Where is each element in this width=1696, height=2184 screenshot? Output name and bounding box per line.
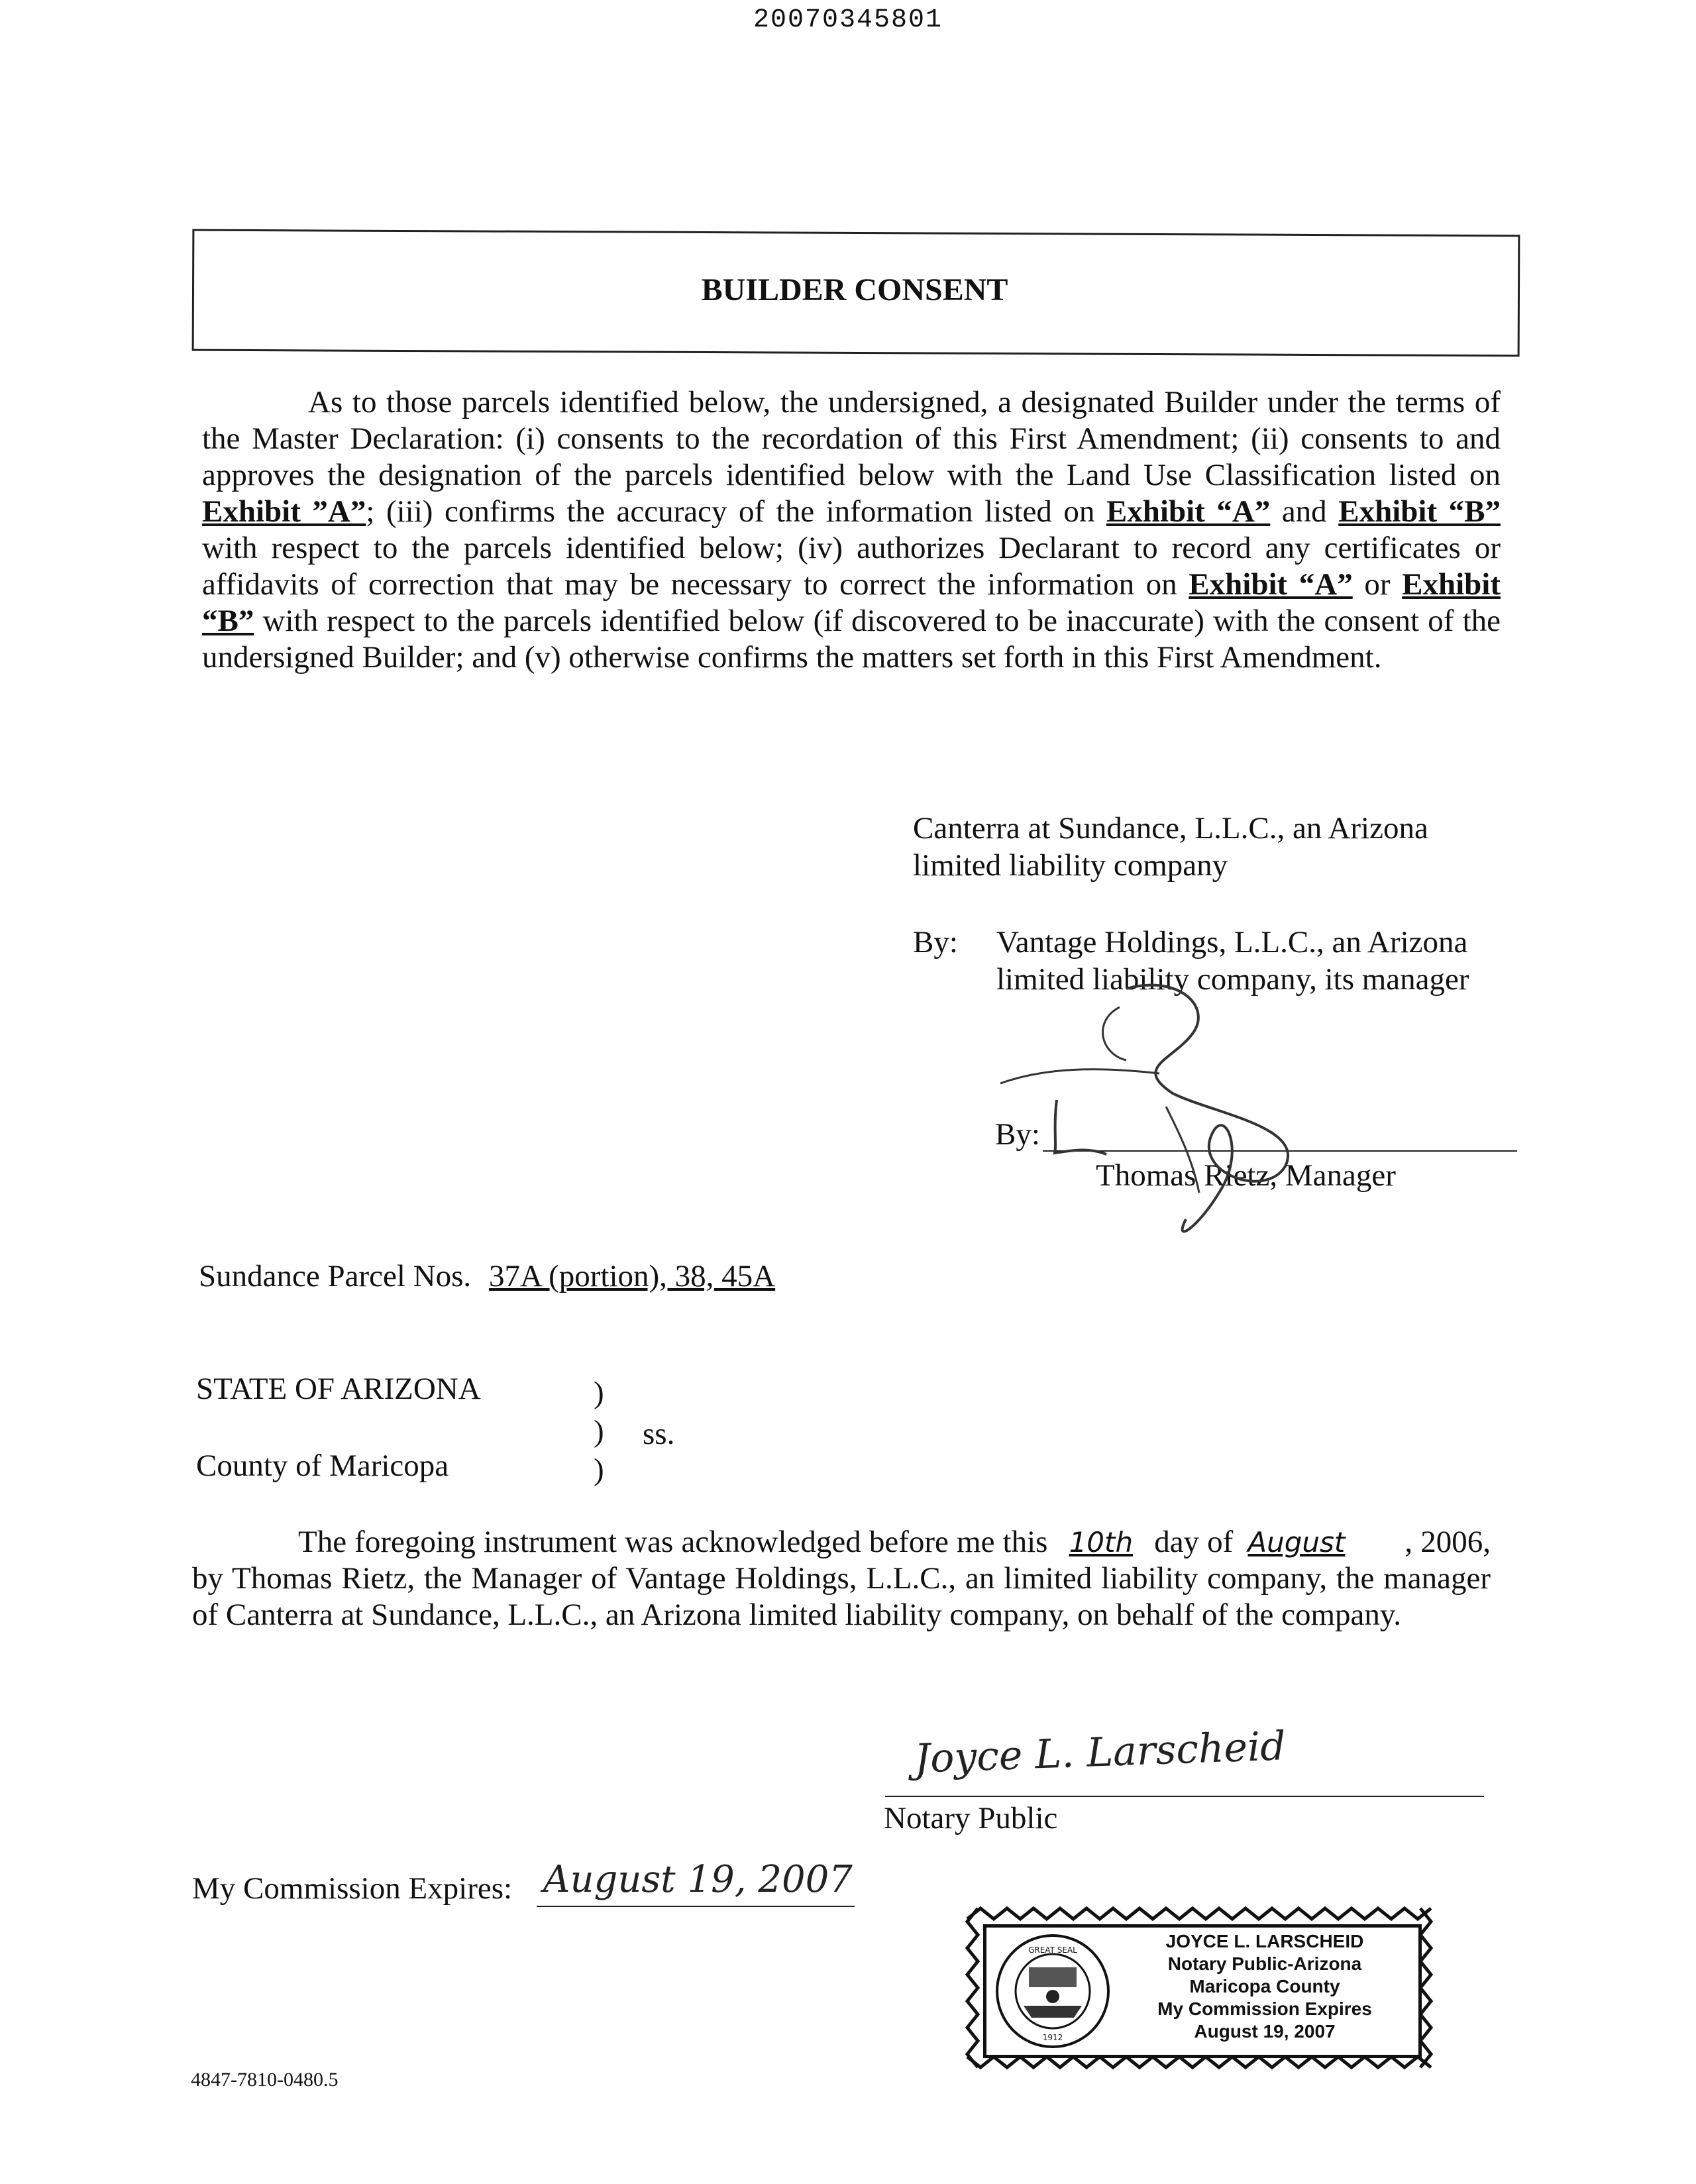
consent-text-3: and [1270, 494, 1339, 529]
commission-date: August 19, 2007 [543, 1858, 853, 1901]
consent-text-6: with respect to the parcels identified below (if discovered to be inaccurate) with the consent of the undersigned Builder; and (v) otherwise confirms the matters set forth in this First Amendment. [202, 604, 1501, 675]
commission-line [537, 1906, 855, 1907]
document-number: 20070345801 [753, 5, 943, 35]
consent-paragraph [202, 384, 1501, 676]
exhibit-a-ref-3: Exhibit “A” [1189, 567, 1353, 602]
consent-text-5: or [1352, 567, 1403, 602]
ack-day: 10th [1069, 1526, 1134, 1558]
venue-state: STATE OF ARIZONA [196, 1372, 481, 1406]
venue-paren-3: ) [594, 1452, 604, 1487]
page-title: BUILDER CONSENT [701, 272, 1008, 307]
venue-paren-1: ) [594, 1376, 604, 1410]
parcel-value: 37A (portion), 38, 45A [489, 1259, 776, 1293]
acknowledgment-paragraph [192, 1524, 1491, 1633]
venue-ss: ss. [643, 1417, 675, 1451]
venue-paren-2: ) [594, 1414, 604, 1448]
stamp-text [1119, 1930, 1410, 2043]
parcel-label: Sundance Parcel Nos. [199, 1259, 472, 1293]
by-label: By: [913, 925, 958, 959]
stamp-expires-label: My Commission Expires [1157, 1998, 1372, 2019]
entity-name-line2: limited liability company [913, 848, 1228, 883]
stamp-inner-frame [983, 1924, 1422, 2058]
consent-text-4: with respect to the parcels identified below; (iv) authorizes Declarant to record any certificates or affidavits of correction that may be necessary to correct the information on [202, 531, 1501, 602]
svg-text:GREAT SEAL: GREAT SEAL [1028, 1945, 1077, 1955]
entity-name-line1: Canterra at Sundance, L.L.C., an Arizona [913, 811, 1428, 846]
exhibit-b-ref-2: Exhibit “B” [202, 567, 1501, 638]
stamp-title: Notary Public-Arizona [1167, 1953, 1362, 1974]
commission-label: My Commission Expires: [192, 1871, 513, 1906]
manager-line1: Vantage Holdings, L.L.C., an Arizona [996, 925, 1468, 959]
stamp-name: JOYCE L. LARSCHEID [1165, 1931, 1364, 1951]
notary-stamp [967, 1908, 1431, 2067]
consent-text-2: ; (iii) confirms the accuracy of the information listed on [366, 494, 1106, 529]
footer-doc-id: 4847-7810-0480.5 [191, 2069, 339, 2091]
ack-text-rest: 2006, by Thomas Rietz, the Manager of Vantage Holdings, L.L.C., an limited liability company, the manager of Canterra at Sundance, L.L.C., an Arizona limited liability company, on behalf of the company. [192, 1525, 1491, 1632]
manager-line2: limited liability company, its manager [996, 962, 1469, 997]
stamp-expires-date: August 19, 2007 [1194, 2021, 1336, 2042]
by2-label: By: [995, 1117, 1040, 1152]
notary-signature: Joyce L. Larscheid [913, 1723, 1287, 1782]
notary-signature-line [885, 1796, 1484, 1797]
signer-name: Thomas Rietz, Manager [1096, 1158, 1396, 1193]
ack-text-2: day of [1146, 1525, 1242, 1559]
exhibit-b-ref-1: Exhibit “B” [1338, 494, 1501, 529]
ack-month: August [1247, 1526, 1346, 1558]
exhibit-a-ref-2: Exhibit “A” [1106, 494, 1271, 529]
notary-label: Notary Public [884, 1801, 1058, 1835]
ack-text-1: The foregoing instrument was acknowledged before me this [298, 1525, 1056, 1559]
state-seal-icon [994, 1933, 1111, 2049]
consent-text-1: As to those parcels identified below, the undersigned, a designated Builder under the terms of the Master Declaration: (i) consents to the recordation of this First Amendment; (ii) consents to and approves the designation of the parcels identified below with the Land Use Classification listed on [202, 385, 1501, 492]
svg-text:1912: 1912 [1042, 2033, 1063, 2042]
stamp-county: Maricopa County [1189, 1976, 1340, 1996]
exhibit-a-ref-1: Exhibit ”A” [202, 494, 366, 529]
manager-signature [994, 981, 1338, 1259]
ack-text-3: , [1404, 1525, 1413, 1559]
venue-county: County of Maricopa [196, 1448, 449, 1483]
